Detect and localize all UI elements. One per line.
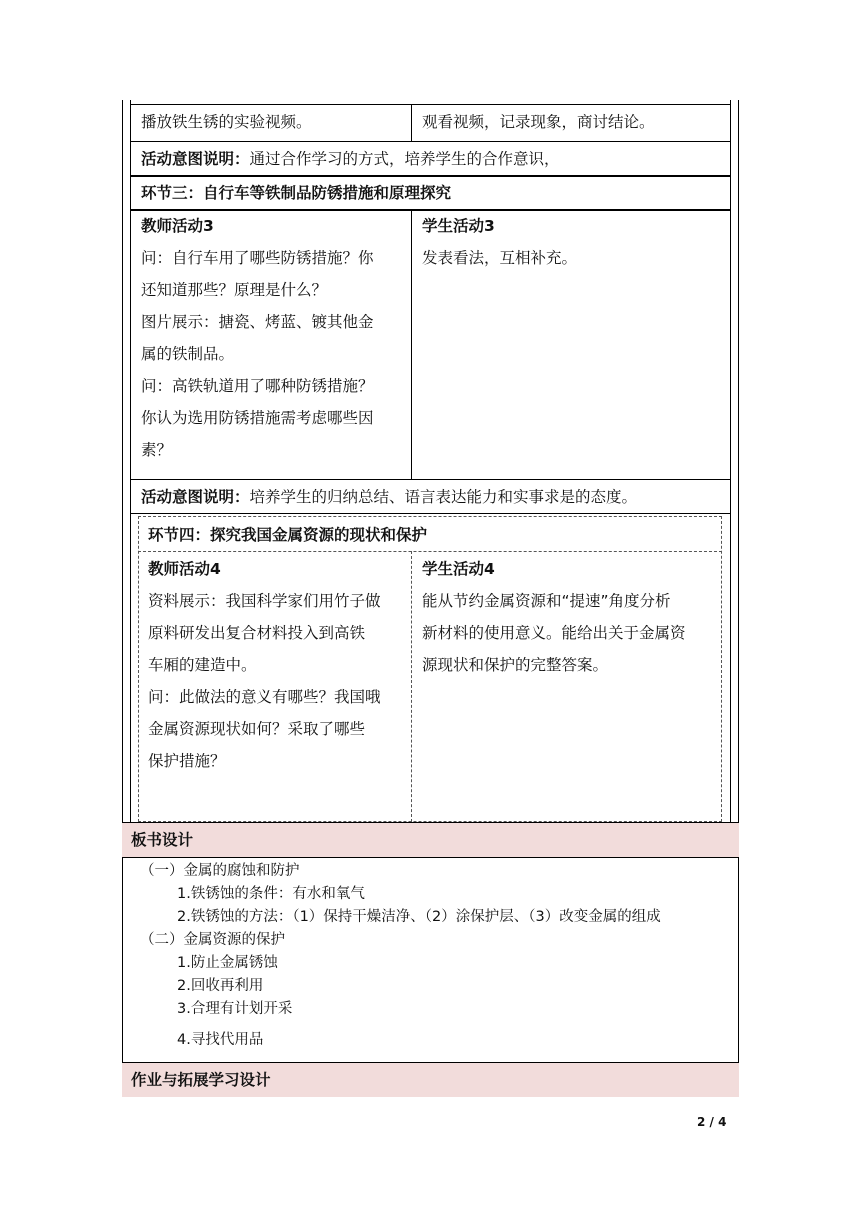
intent2-row: [141, 481, 637, 513]
teacher-activity-3: [141, 210, 403, 466]
section4-body-top-line: [138, 551, 722, 552]
intent1-text: 通过合作学习的方式，培养学生的合作意识，: [249, 150, 560, 168]
teacher-activity-3-line: 问：自行车用了哪些防锈措施？你: [141, 249, 374, 267]
homework-header: [122, 1062, 739, 1097]
teacher-activity-4-line: 资料展示：我国科学家们用竹子做: [148, 592, 381, 610]
page-number: 2 / 4: [697, 1115, 727, 1129]
teacher-activity-3-title: 教师活动3: [141, 217, 214, 235]
student-activity-3-line: 发表看法，互相补充。: [422, 249, 578, 267]
intent2-label: 活动意图说明：: [141, 488, 250, 506]
intent2-text: 培养学生的归纳总结、语言表达能力和实事求是的态度。: [249, 488, 638, 506]
board-content: [140, 860, 738, 1052]
intent1-row: [141, 143, 560, 175]
row1-top-line: [130, 104, 731, 105]
teacher-activity-3-line: 图片展示：搪瓷、烤蓝、镀其他金: [141, 313, 374, 331]
teacher-activity-4-line: 原料研发出复合材料投入到高铁: [148, 624, 366, 642]
intent2-top-line: [130, 479, 731, 480]
student-activity-4-line: 源现状和保护的完整答案。: [422, 656, 609, 674]
board-item: 2.铁锈蚀的方法：（1）保持干燥洁净、（2）涂保护层、（3）改变金属的组成: [177, 909, 661, 925]
student-activity-4-line: 新材料的使用意义。能给出关于金属资: [422, 624, 686, 642]
teacher-activity-4-title: 教师活动4: [148, 560, 221, 578]
intent1-label: 活动意图说明：: [141, 150, 250, 168]
teacher-activity-4-line: 车厢的建造中。: [148, 656, 257, 674]
section3-title: 环节三：自行车等铁制品防锈措施和原理探究: [141, 184, 452, 202]
teacher-activity-4-line: 保护措施？: [148, 752, 226, 770]
row1-left-text: 播放铁生锈的实验视频。: [141, 113, 312, 131]
student-activity-4-title: 学生活动4: [422, 560, 495, 578]
teacher-activity-3-line: 你认为选用防锈措施需考虑哪些因: [141, 409, 374, 427]
student-activity-3: [422, 210, 722, 274]
teacher-activity-4-line: 金属资源现状如何？采取了哪些: [148, 720, 366, 738]
section4-title: 环节四：探究我国金属资源的现状和保护: [148, 526, 428, 544]
row1-divider: [411, 104, 412, 141]
board-item: 2.回收再利用: [177, 978, 264, 994]
teacher-activity-3-line: 还知道那些？原理是什么？: [141, 281, 328, 299]
student-activity-4: [422, 553, 722, 681]
section4-divider: [411, 551, 412, 822]
table-border-left: [122, 100, 123, 1097]
board-heading-2: （二）金属资源的保护: [140, 932, 285, 948]
board-item: 1.铁锈蚀的条件：有水和氧气: [177, 886, 365, 902]
row1-right-text: 观看视频，记录现象，商讨结论。: [422, 113, 655, 131]
student-activity-3-title: 学生活动3: [422, 217, 495, 235]
teacher-activity-4: [148, 553, 410, 777]
board-item: 3.合理有计划开采: [177, 1001, 293, 1017]
student-activity-4-line: 能从节约金属资源和“提速”角度分析: [422, 592, 671, 610]
board-heading-1: （一）金属的腐蚀和防护: [140, 863, 300, 879]
section3-divider: [411, 209, 412, 479]
teacher-activity-4-line: 问：此做法的意义有哪些？我国哦: [148, 688, 381, 706]
teacher-activity-3-line: 问：高铁轨道用了哪种防锈措施？: [141, 377, 374, 395]
teacher-activity-3-line: 素？: [141, 441, 173, 459]
teacher-activity-3-line: 属的铁制品。: [141, 345, 235, 363]
intent1-top-line: [130, 141, 731, 142]
table-border-right: [738, 100, 739, 1097]
board-item: 1.防止金属锈蚀: [177, 955, 278, 971]
board-header-label: 板书设计: [131, 831, 194, 849]
board-item: 4.寻找代用品: [177, 1032, 264, 1048]
homework-header-label: 作业与拓展学习设计: [131, 1071, 271, 1089]
section4-top-line: [130, 513, 731, 514]
board-header: [122, 822, 739, 858]
